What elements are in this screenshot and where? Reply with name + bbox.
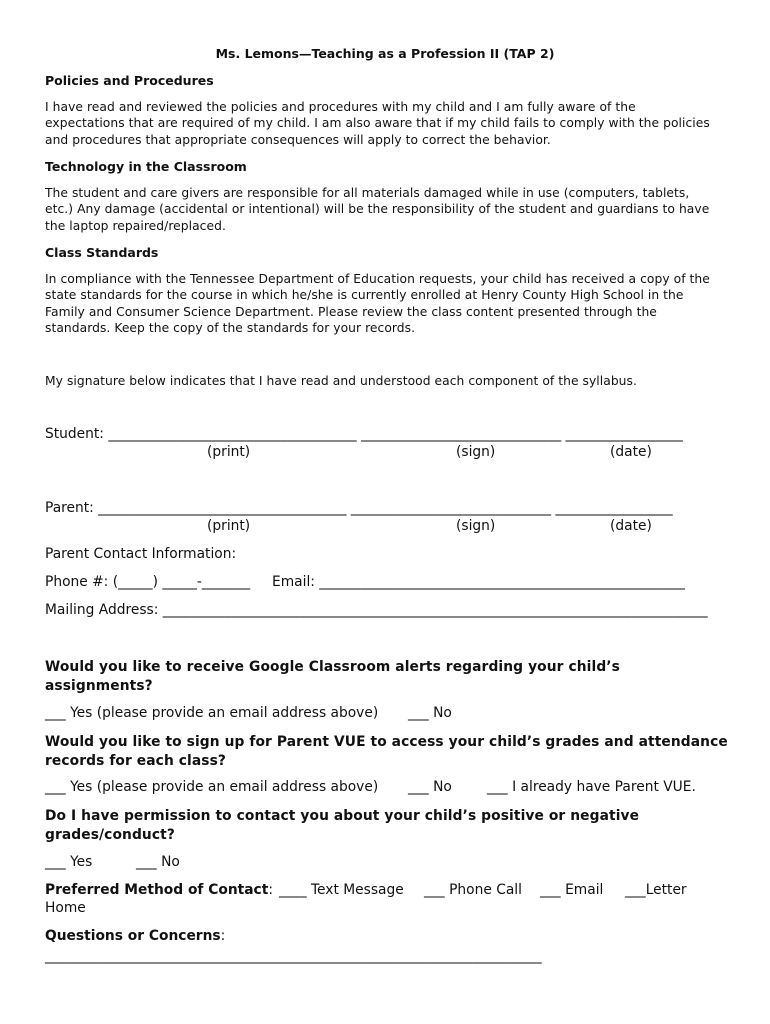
permission-question (45, 807, 639, 844)
google-no-option[interactable]: ___ No (408, 705, 452, 721)
paragraph-line: the laptop repaired/replaced. (45, 218, 226, 233)
parent-date-label: (date) (610, 518, 652, 534)
preferred-method-label (45, 882, 273, 898)
paragraph-line: expectations that are required of my child. I am also aware that if my child fails to comply with the policies (45, 116, 710, 131)
preferred-method-text: Preferred Method of Contact (45, 882, 269, 898)
question-line: Would you like to receive Google Classroom alerts regarding your child’s (45, 659, 620, 675)
standards-heading: Class Standards (45, 245, 159, 260)
parent-signature-line[interactable]: Parent: ____________________________________ _____________________________ _________________ (45, 500, 673, 516)
paragraph-line: The student and care givers are responsible for all materials damaged while in use (computers, tablets, (45, 186, 690, 200)
technology-paragraph (45, 185, 709, 234)
phone-call-option[interactable]: ___ Phone Call (424, 882, 522, 898)
paragraph-line: and procedures that appropriate consequences will apply to correct the behavior. (45, 132, 551, 147)
mailing-address-field[interactable]: Mailing Address: _______________________________________________________________________________ (45, 602, 708, 618)
standards-paragraph (45, 271, 710, 336)
policies-heading: Policies and Procedures (45, 73, 214, 88)
google-question (45, 658, 620, 695)
question-line: records for each class? (45, 752, 227, 769)
signature-statement: My signature below indicates that I have read and understood each component of the syllabus. (45, 374, 637, 388)
question-line: grades/conduct? (45, 826, 175, 843)
student-signature-line[interactable]: Student: ____________________________________ _____________________________ _________________ (45, 426, 683, 442)
email-field[interactable]: Email: _____________________________________________________ (272, 574, 685, 590)
paragraph-line: state standards for the course in which he/she is currently enrolled at Henry County High School in the (45, 288, 684, 303)
permission-no-option[interactable]: ___ No (136, 854, 180, 870)
email-option[interactable]: ___ Email (540, 882, 604, 898)
vue-already-option[interactable]: ___ I already have Parent VUE. (487, 779, 696, 795)
vue-yes-option[interactable]: ___ Yes (please provide an email address above) (45, 779, 379, 795)
concerns-colon: : (220, 928, 226, 944)
concerns-text: Questions or Concerns (45, 928, 221, 944)
google-yes-option[interactable]: ___ Yes (please provide an email address above) (45, 705, 379, 721)
paragraph-line: standards. Keep the copy of the standards for your records. (45, 320, 416, 335)
page-title: Ms. Lemons—Teaching as a Profession II (TAP 2) (215, 46, 555, 61)
question-line: assignments? (45, 677, 153, 694)
paragraph-line: In compliance with the Tennessee Department of Education requests, your child has received a copy of the (45, 272, 710, 286)
student-date-label: (date) (610, 444, 652, 460)
paragraph-line: Family and Consumer Science Department. Please review the class content presented through the (45, 304, 657, 319)
text-message-option[interactable]: ____ Text Message (279, 882, 404, 898)
vue-question (45, 733, 728, 770)
paragraph-line: I have read and reviewed the policies and procedures with my child and I am fully aware of the (45, 100, 636, 114)
policies-paragraph (45, 99, 710, 148)
vue-no-option[interactable]: ___ No (408, 779, 452, 795)
concerns-label (45, 928, 225, 944)
question-line: Do I have permission to contact you about your child’s positive or negative (45, 808, 640, 824)
technology-heading: Technology in the Classroom (45, 159, 247, 174)
permission-yes-option[interactable]: ___ Yes (45, 854, 93, 870)
student-print-label: (print) (207, 444, 251, 460)
preferred-method-colon: : (268, 882, 273, 898)
parent-sign-label: (sign) (456, 518, 496, 534)
student-sign-label: (sign) (456, 444, 496, 460)
parent-print-label: (print) (207, 518, 251, 534)
question-line: Would you like to sign up for Parent VUE to access your child’s grades and attendance (45, 734, 728, 750)
concerns-field[interactable]: ________________________________________________________________________ (45, 948, 542, 964)
paragraph-line: etc.) Any damage (accidental or intentional) will be the responsibility of the student and guardians to have (45, 202, 710, 217)
letter-option[interactable]: ___Letter (625, 882, 687, 898)
letter-option-home: Home (45, 900, 86, 916)
phone-field[interactable]: Phone #: (_____) _____-_______ (45, 574, 251, 590)
contact-heading: Parent Contact Information: (45, 546, 237, 562)
